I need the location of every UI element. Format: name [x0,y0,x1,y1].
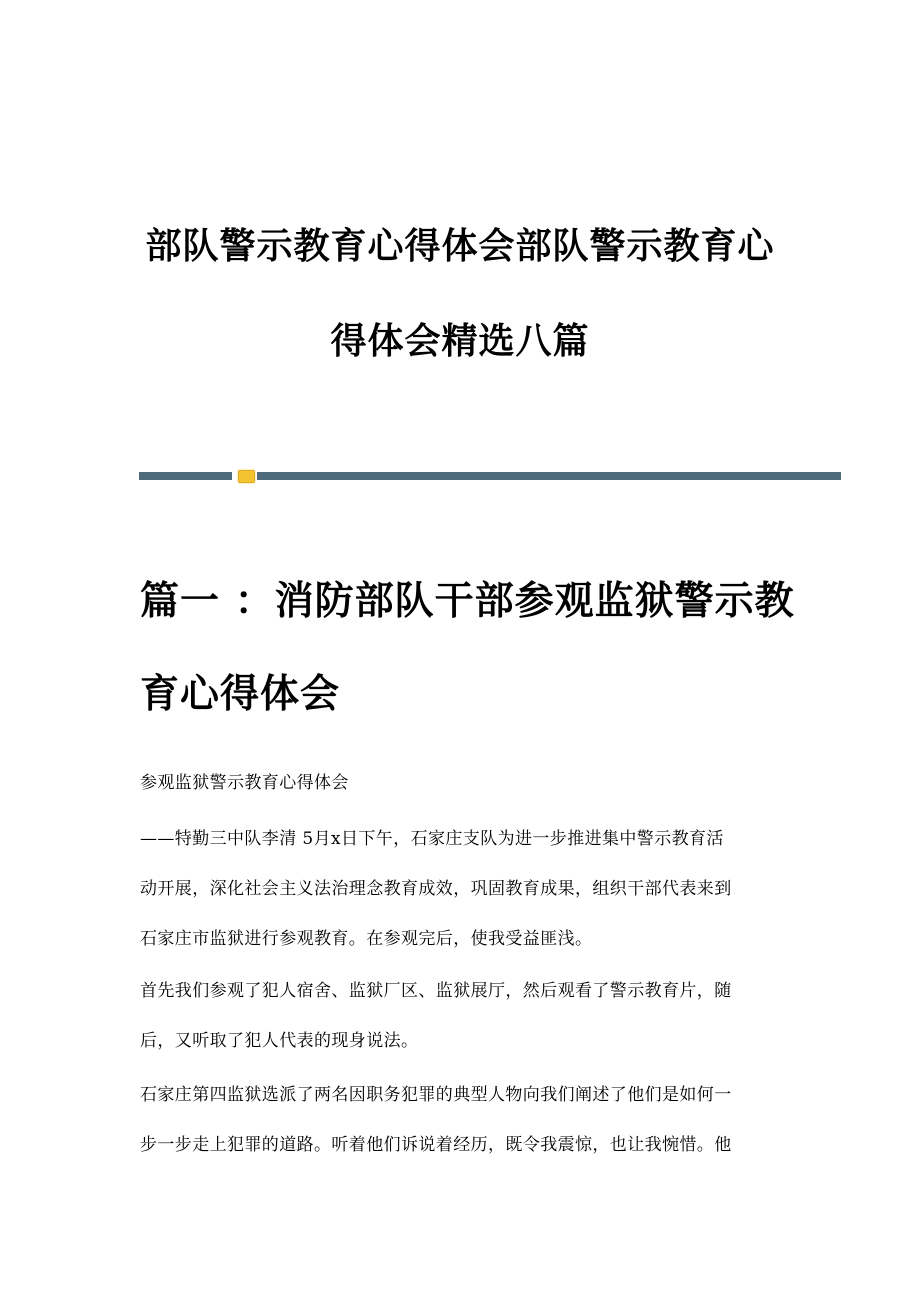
ornament-icon [238,470,255,483]
article-subtitle: 参观监狱警示教育心得体会 [140,773,349,793]
body-line: 石家庄第四监狱选派了两名因职务犯罪的典型人物向我们阐述了他们是如何一 [140,1085,732,1105]
body-line: 步一步走上犯罪的道路。听着他们诉说着经历，既令我震惊，也让我惋惜。他 [140,1135,732,1155]
document-title-line-2: 得体会精选八篇 [330,321,590,362]
body-line: 后，又听取了犯人代表的现身说法。 [140,1031,419,1051]
body-line: 首先我们参观了犯人宿舍、监狱厂区、监狱展厅，然后观看了警示教育片，随 [140,981,732,1001]
divider-right [257,472,841,480]
divider-left [139,472,232,480]
section-heading-line-2: 育心得体会 [140,672,341,717]
section-heading-line-1: 篇一 ：消防部队干部参观监狱警示教 [140,579,795,624]
body-line: ——特勤三中队李清 5月x日下午，石家庄支队为进一步推进集中警示教育活 [140,829,724,849]
body-line: 石家庄市监狱进行参观教育。在参观完后，使我受益匪浅。 [140,929,593,949]
body-line: 动开展，深化社会主义法治理念教育成效，巩固教育成果，组织干部代表来到 [140,879,732,899]
document-title-line-1: 部队警示教育心得体会部队警示教育心 [145,226,775,267]
